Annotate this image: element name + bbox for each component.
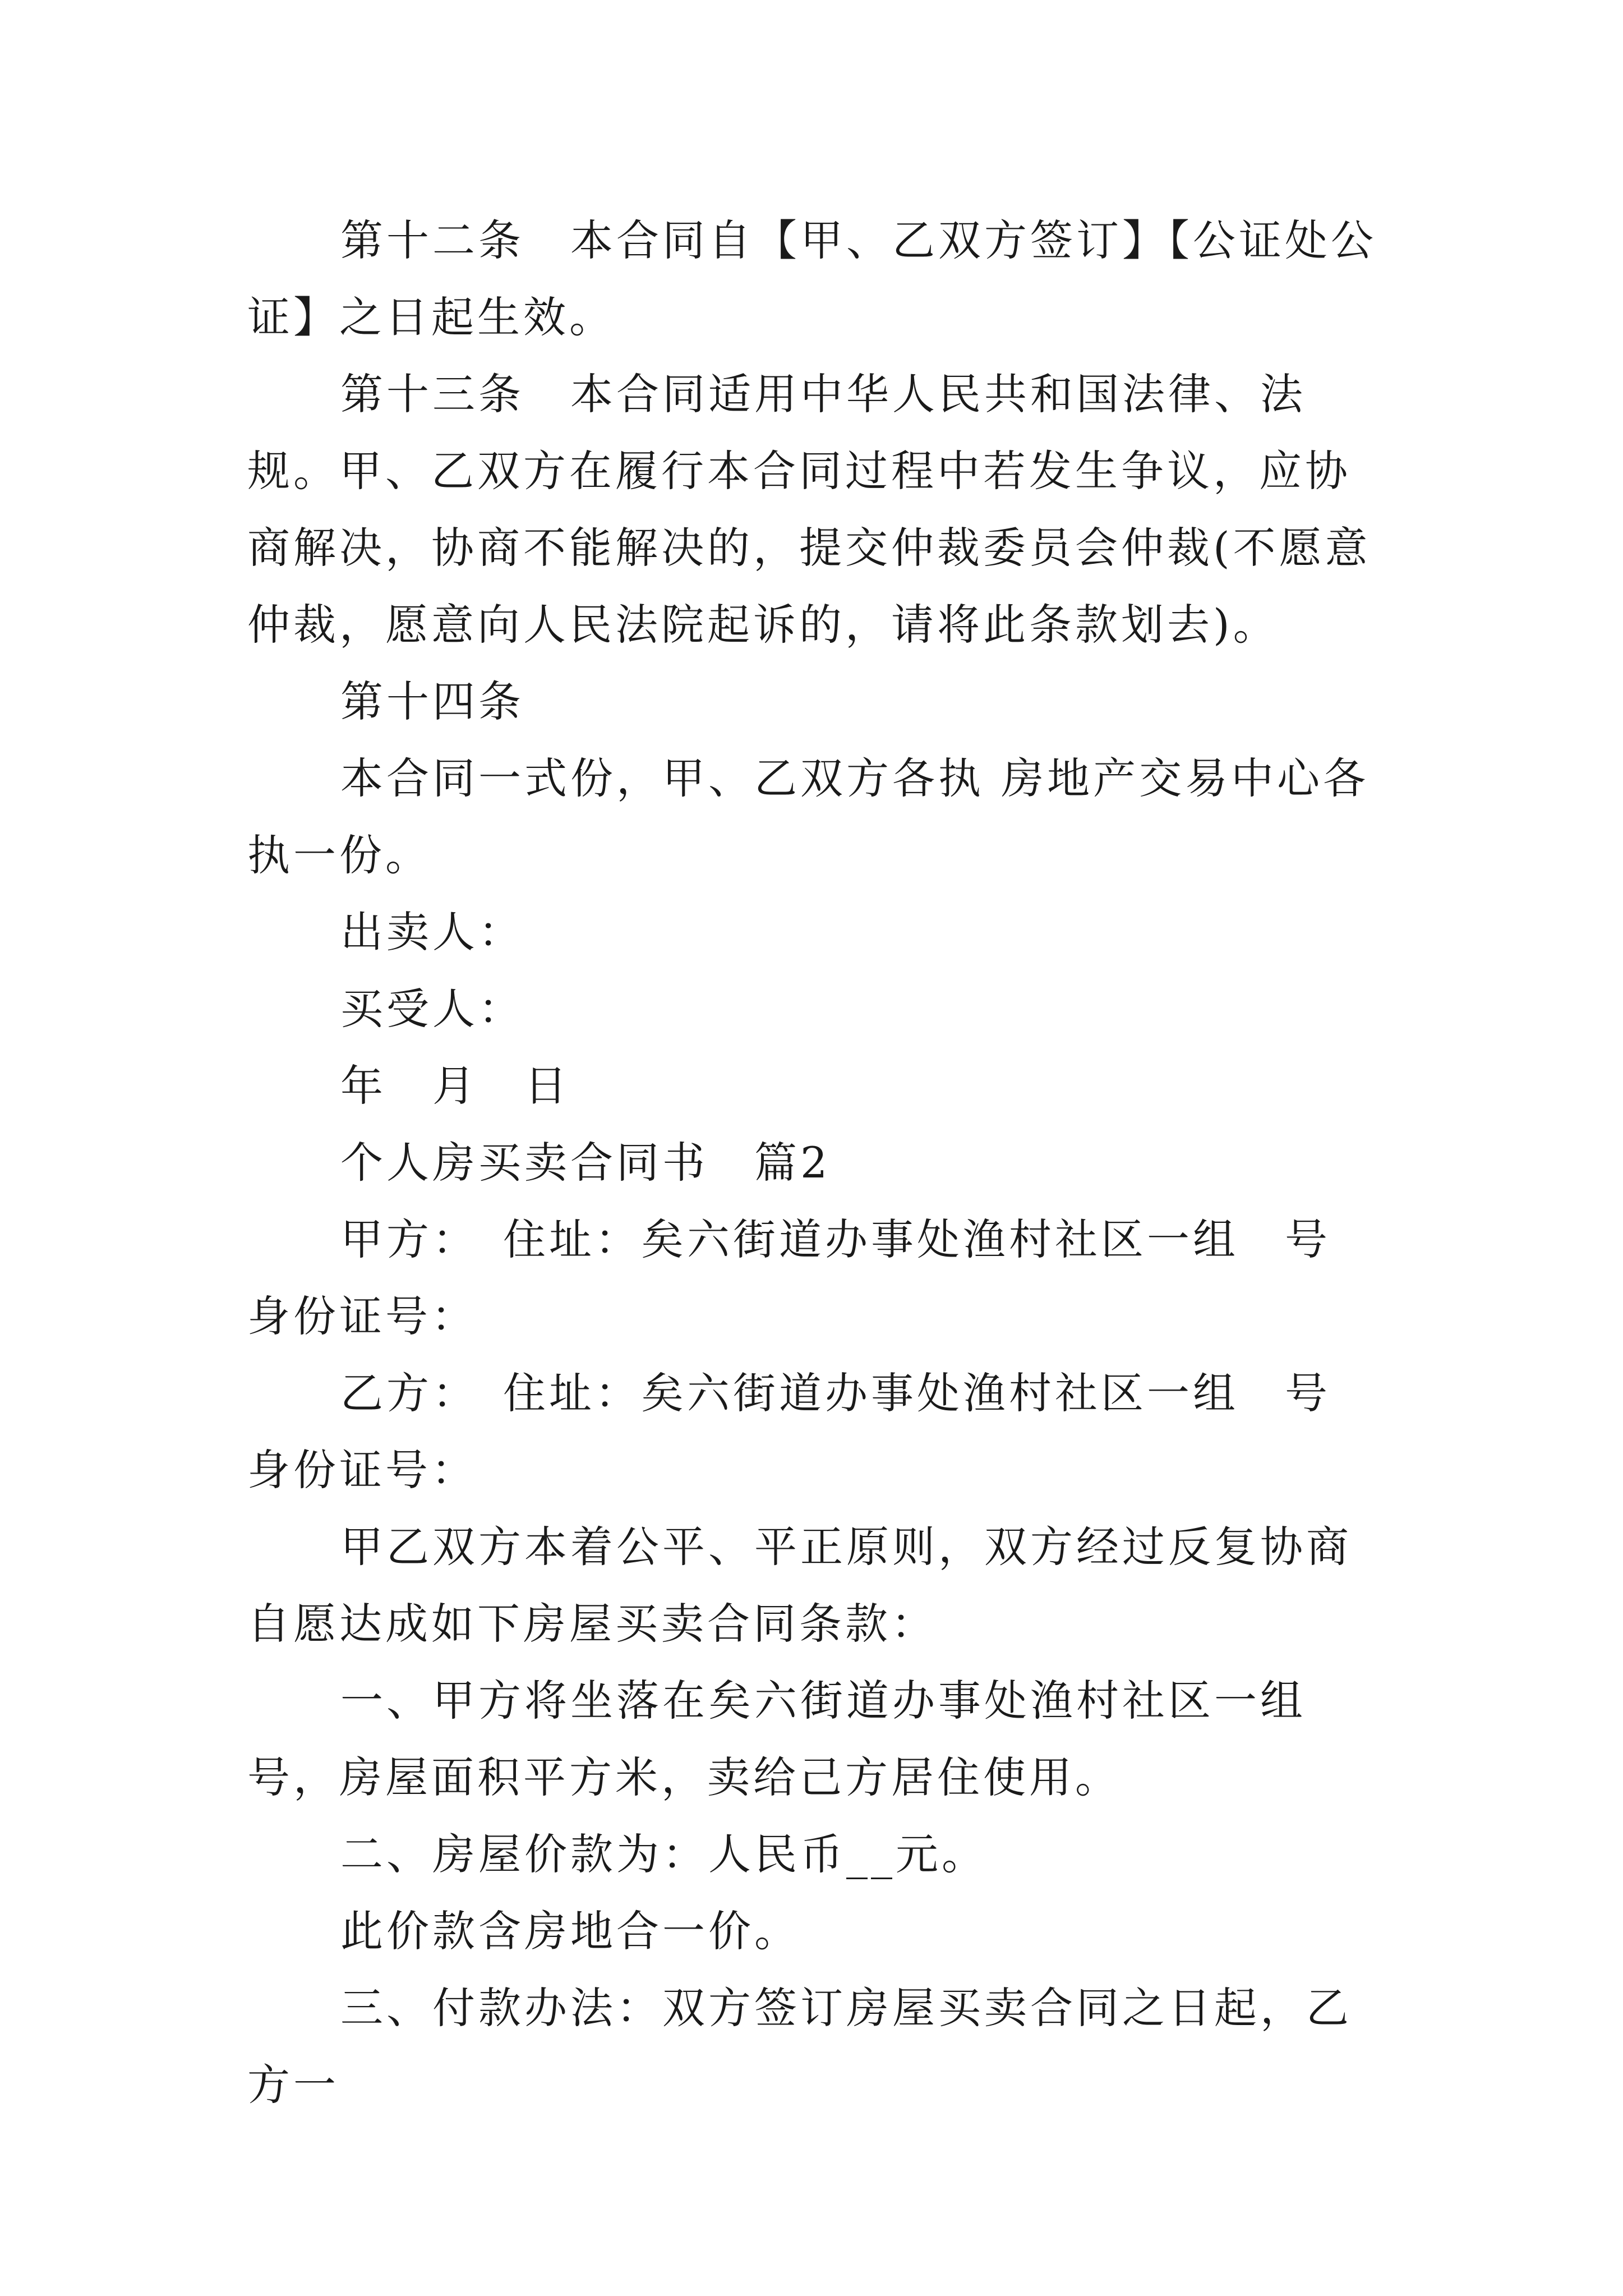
clause-1: 一、甲方将坐落在矣六街道办事处渔村社区一组 号，房屋面积平方米，卖给己方居住使用。: [247, 1676, 1352, 1802]
paragraph-article-12: 第十二条 本合同自【甲、乙双方签订】【公证处公证】之日起生效。: [247, 215, 1377, 342]
clause-2-note: 此价款含房地合一价。: [340, 1906, 800, 1956]
seller-signature-line: 出卖人：: [340, 907, 524, 957]
document-body: [247, 202, 1391, 2123]
paragraph-article-14-heading: 第十四条: [340, 677, 524, 726]
section-title: 个人房买卖合同书 篇2: [340, 1138, 831, 1188]
party-b-info: 乙方： 住址：矣六街道办事处渔村社区一组 号 身份证号：: [247, 1368, 1377, 1495]
clause-2: 二、房屋价款为：人民币__元。: [340, 1829, 988, 1879]
clause-3: 三、付款办法：双方签订房屋买卖合同之日起，乙方一: [247, 1983, 1352, 2110]
party-a-info: 甲方： 住址：矣六街道办事处渔村社区一组 号 身份证号：: [247, 1214, 1377, 1341]
paragraph-copies: 本合同一式份，甲、乙双方各执 房地产交易中心各执一份。: [247, 753, 1370, 880]
agreement-preamble: 甲乙双方本着公平、平正原则，双方经过反复协商自愿达成如下房屋买卖合同条款：: [247, 1522, 1352, 1649]
buyer-signature-line: 买受人：: [340, 984, 524, 1034]
date-line: 年 月 日: [340, 1061, 570, 1111]
paragraph-article-13: 第十三条 本合同适用中华人民共和国法律、法规。甲、乙双方在履行本合同过程中若发生争议，应协商解决，协商不能解决的，提交仲裁委员会仲裁(不愿意仲裁，愿意向人民法院起诉的，请将此条款划去)。: [247, 369, 1371, 650]
